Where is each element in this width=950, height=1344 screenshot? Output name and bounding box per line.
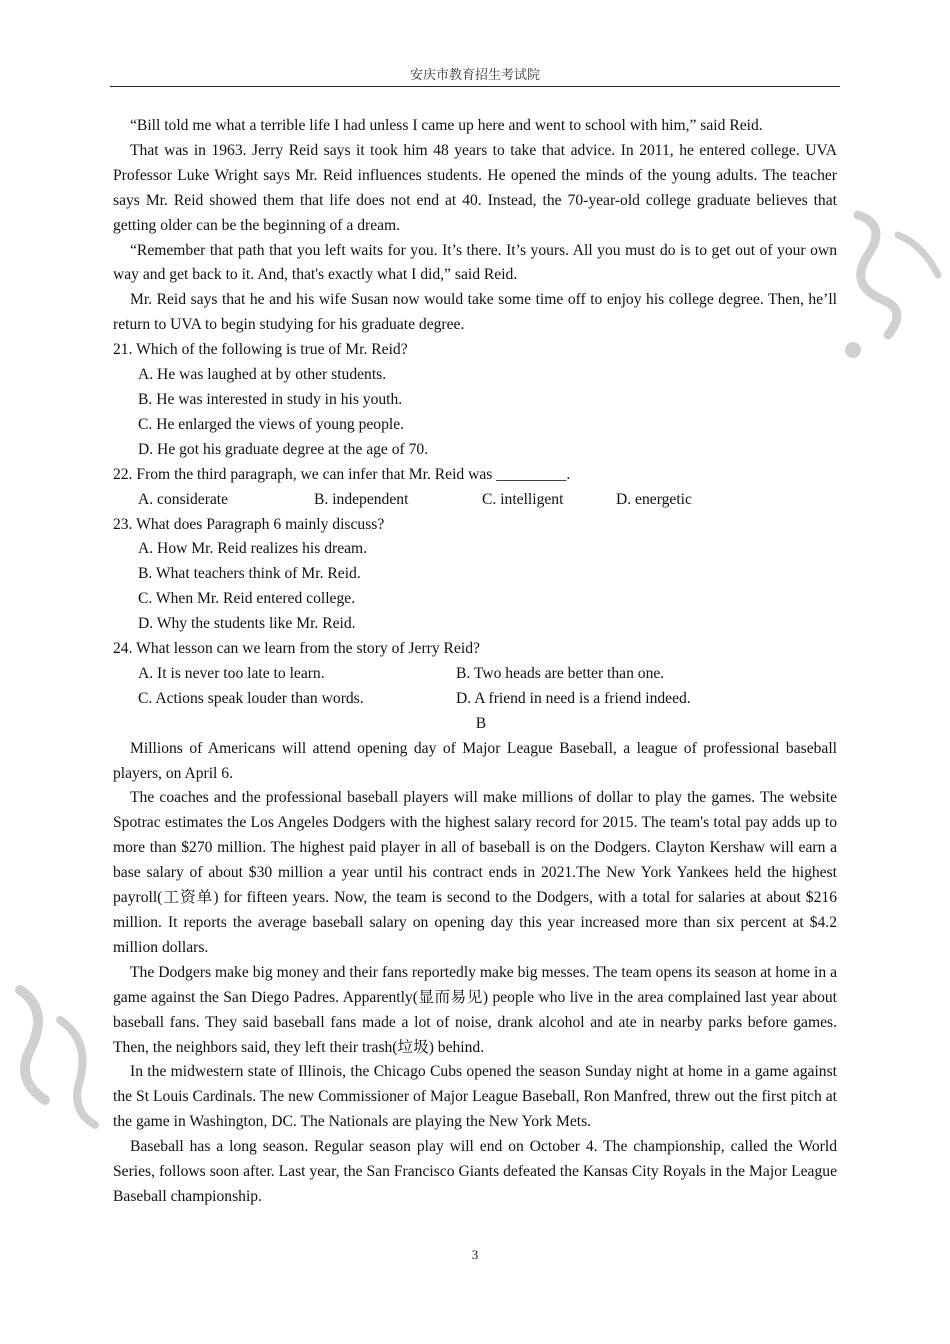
- question-22-option-b: B. independent: [314, 490, 409, 508]
- section-b-label: B: [475, 714, 487, 732]
- exam-content: [113, 114, 837, 1210]
- question-22-option-d: D. energetic: [616, 490, 692, 508]
- page-header: 安庆市教育招生考试院: [409, 67, 540, 82]
- question-24-stem: 24. What lesson can we learn from the story of Jerry Reid?: [113, 640, 480, 658]
- question-21-option-c: C. He enlarged the views of young people.: [138, 415, 405, 433]
- question-22-options: [113, 488, 837, 513]
- question-21-option-d: D. He got his graduate degree at the age of 70.: [138, 440, 429, 458]
- question-21-option-b: B. He was interested in study in his youth.: [138, 390, 403, 408]
- watermark-brush-right: [828, 205, 948, 365]
- question-24-option-b: B. Two heads are better than one.: [456, 664, 665, 682]
- question-22-option-a: A. considerate: [138, 490, 229, 508]
- question-23-stem: 23. What does Paragraph 6 mainly discuss?: [113, 515, 385, 533]
- question-23-option-a: A. How Mr. Reid realizes his dream.: [138, 540, 368, 558]
- paragraph: Baseball has a long season. Regular season play will end on October 4. The championship, called the World Series, follows soon after. Last year, the San Francisco Giants defeated the Kansas City Royals in the Major League Baseball championship.: [113, 1138, 837, 1205]
- paragraph: Millions of Americans will attend opening day of Major League Baseball, a league of professional baseball players, on April 6.: [113, 739, 837, 782]
- paragraph: The Dodgers make big money and their fans reportedly make big messes. The team opens its season at home in a game against the San Diego Padres. Apparently(显而易见) people who live in the area complained last year about baseball fans. They said baseball fans made a lot of noise, drank alcohol and ate in nearby parks before games. Then, the neighbors said, they left their trash(垃圾) behind.: [113, 963, 837, 1056]
- question-24-option-a: A. It is never too late to learn.: [138, 664, 325, 682]
- paragraph: The coaches and the professional baseball players will make millions of dollar to play the games. The website Spotrac estimates the Los Angeles Dodgers with the highest salary record for 2015. The team's total pay adds up to more than $270 million. The highest paid player in all of baseball is on the Dodgers. Clayton Kershaw will earn a base salary of about $30 million a year until his contract ends in 2021.The New York Yankees held the highest payroll(工资单) for fifteen years. Now, the team is second to the Dodgers, with a total for salaries at about $216 million. It reports the average baseball salary on opening day this year increased more than six percent at $4.2 million dollars.: [113, 789, 837, 956]
- question-24-options-row-2: [113, 687, 837, 712]
- header-rule: [110, 86, 840, 87]
- paragraph: Mr. Reid says that he and his wife Susan now would take some time off to enjoy his college degree. Then, he’ll return to UVA to begin studying for his graduate degree.: [113, 291, 837, 334]
- question-22-option-c: C. intelligent: [482, 490, 564, 508]
- question-23-option-d: D. Why the students like Mr. Reid.: [138, 615, 356, 633]
- page-number: 3: [471, 1247, 479, 1262]
- paragraph: “Bill told me what a terrible life I had unless I came up here and went to school with him,” said Reid.: [130, 117, 763, 134]
- watermark-brush-left: [0, 960, 110, 1130]
- question-23-option-c: C. When Mr. Reid entered college.: [138, 590, 356, 608]
- paragraph: In the midwestern state of Illinois, the Chicago Cubs opened the season Sunday night at home in a game against the St Louis Cardinals. The new Commissioner of Major League Baseball, Ron Manfred, threw out the first pitch at the game in Washington, DC. The Nationals are playing the New York Mets.: [113, 1063, 837, 1131]
- question-24-options-row-1: [113, 662, 837, 687]
- question-21-stem: 21. Which of the following is true of Mr. Reid?: [113, 341, 408, 359]
- question-21-option-a: A. He was laughed at by other students.: [138, 366, 387, 384]
- question-22-stem: 22. From the third paragraph, we can infer that Mr. Reid was _________.: [113, 465, 571, 483]
- question-24-option-d: D. A friend in need is a friend indeed.: [456, 689, 691, 707]
- paragraph: That was in 1963. Jerry Reid says it took him 48 years to take that advice. In 2011, he entered college. UVA Professor Luke Wright says Mr. Reid influences students. He opened the minds of the young adults. The teacher says Mr. Reid showed them that life does not end at 40. Instead, the 70-year-old college graduate believes that getting older can be the beginning of a dream.: [113, 141, 837, 234]
- question-24-option-c: C. Actions speak louder than words.: [138, 689, 364, 707]
- question-23-option-b: B. What teachers think of Mr. Reid.: [138, 565, 361, 583]
- paragraph: “Remember that path that you left waits for you. It’s there. It’s yours. All you must do is to get out of your own way and get back to it. And, that's exactly what I did,” said Reid.: [113, 241, 837, 284]
